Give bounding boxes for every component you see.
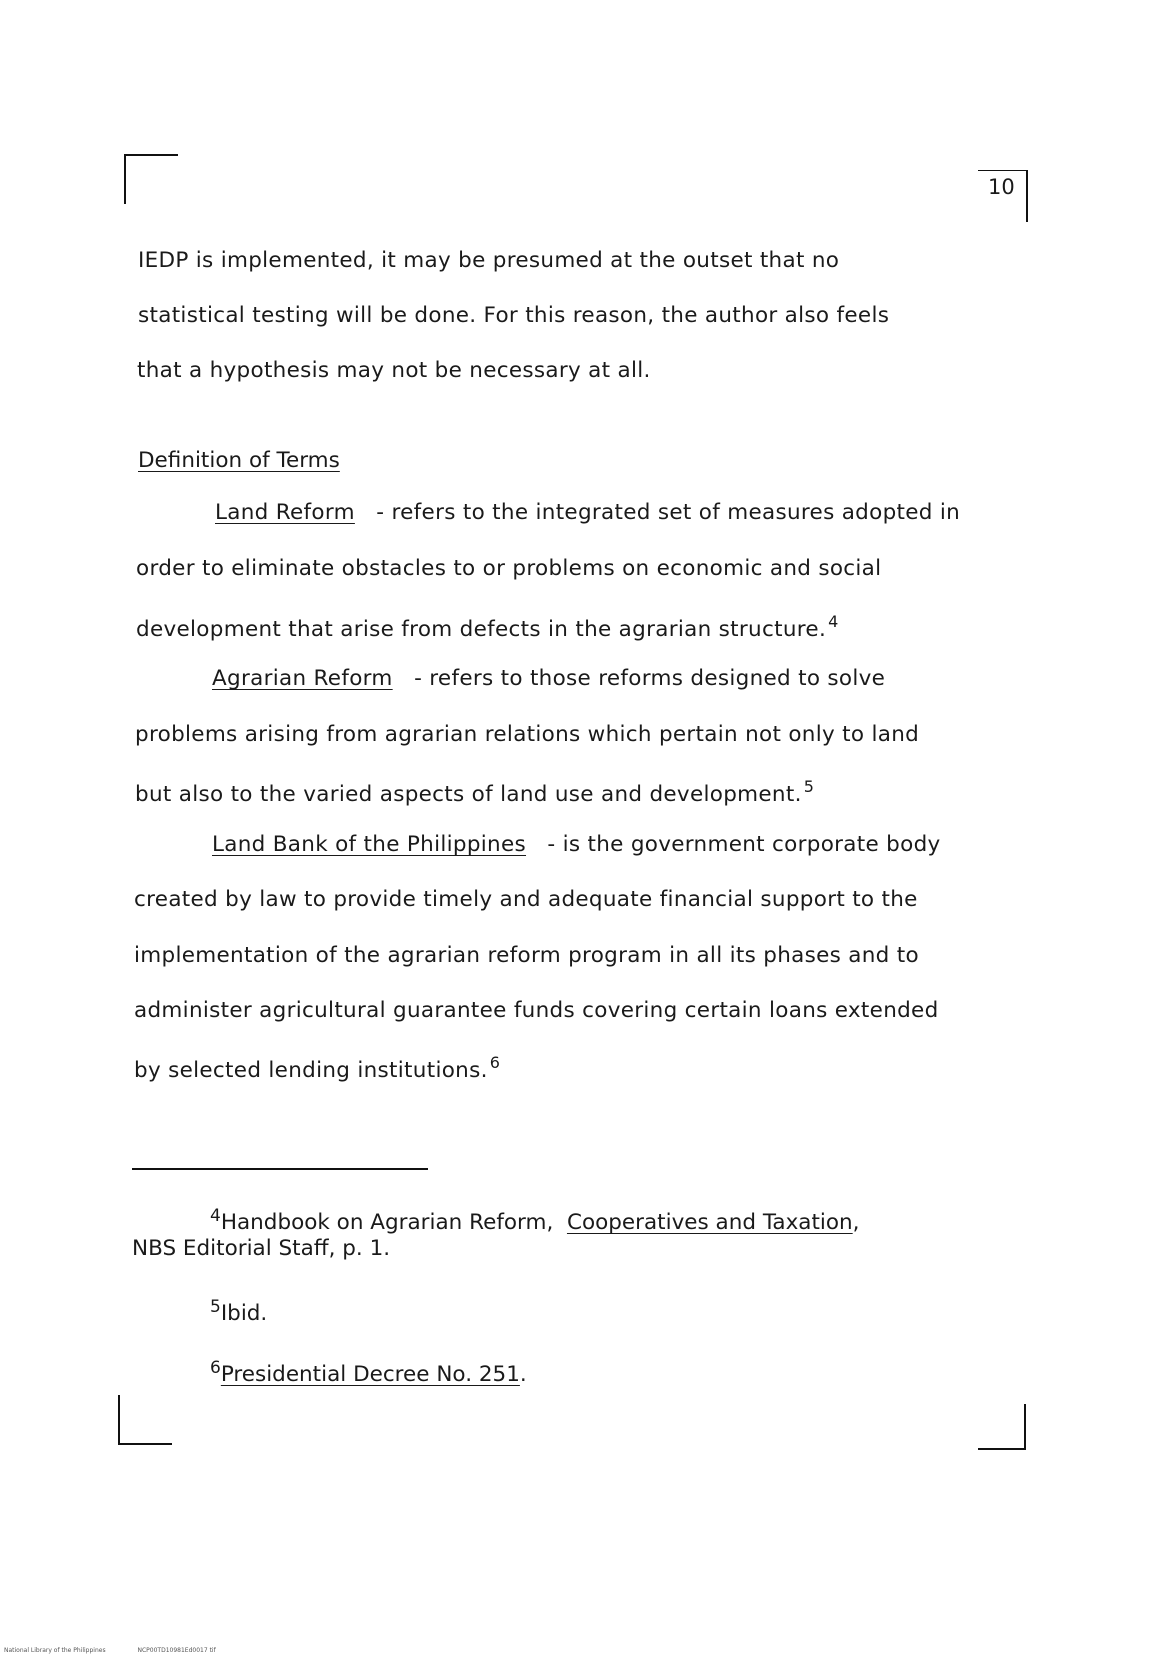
footnote-number: 5 [210,1297,221,1317]
definition-text: but also to the varied aspects of land use and development. [135,782,802,807]
footnote-punct: . [519,1362,527,1387]
footnote-text: Handbook on Agrarian Reform, [220,1210,554,1235]
footnote-title: Presidential Decree No. 251 [220,1362,520,1387]
crop-mark-bottom-right [978,1404,1026,1450]
definition-line: administer agricultural guarantee funds covering certain loans extended [134,998,939,1023]
footnote-text: Ibid. [220,1301,268,1326]
definition-text: development that arise from defects in the agrarian structure. [136,617,827,642]
intro-line: that a hypothesis may not be necessary at all. [137,358,651,383]
definition-first-line [215,500,960,525]
definition-line: problems arising from agrarian relations which pertain not only to land [135,722,920,747]
footnote-separator [132,1168,428,1170]
definition-text: by selected lending institutions. [134,1058,488,1083]
section-heading: Definition of Terms [138,448,340,473]
footnote-6 [210,1358,527,1387]
term-label: Agrarian Reform [212,666,393,691]
footnote-4-line2: NBS Editorial Staff, p. 1. [132,1236,391,1261]
definition-text: - refers to the integrated set of measures adopted in [376,500,961,525]
definition-line: order to eliminate obstacles to or problems on economic and social [136,556,882,581]
crop-mark-top-left [124,154,178,204]
footnote-ref: 4 [828,612,839,631]
definition-first-line [212,666,885,691]
footnote-ref: 6 [489,1053,501,1072]
scan-imprint [4,1647,246,1654]
crop-mark-bottom-left [118,1395,172,1445]
imprint-file: NCP00TD10981Ed0017 tif [137,1647,216,1654]
definition-text: - is the government corporate body [547,832,941,857]
footnote-title: Cooperatives and Taxation [566,1210,853,1235]
term-label: Land Bank of the Philippines [212,832,527,857]
footnote-number: 6 [210,1358,221,1378]
footnote-ref: 5 [803,777,815,796]
intro-line: IEDP is implemented, it may be presumed at the outset that no [138,248,840,273]
page-number: 10 [978,170,1028,222]
intro-line: statistical testing will be done. For this reason, the author also feels [138,303,890,328]
definition-line: created by law to provide timely and adequate financial support to the [134,887,918,912]
definition-line [135,777,814,807]
footnote-5 [210,1297,267,1326]
definition-line [134,1053,500,1083]
footnote-number: 4 [210,1206,221,1226]
term-label: Land Reform [215,500,355,525]
definition-text: - refers to those reforms designed to solve [414,666,886,691]
footnote-punct: , [852,1210,860,1235]
definition-first-line [212,832,941,857]
footnote-4 [210,1206,860,1235]
definition-line: implementation of the agrarian reform program in all its phases and to [134,943,919,968]
definition-line [136,612,839,642]
imprint-library: National Library of the Philippines [4,1647,106,1654]
